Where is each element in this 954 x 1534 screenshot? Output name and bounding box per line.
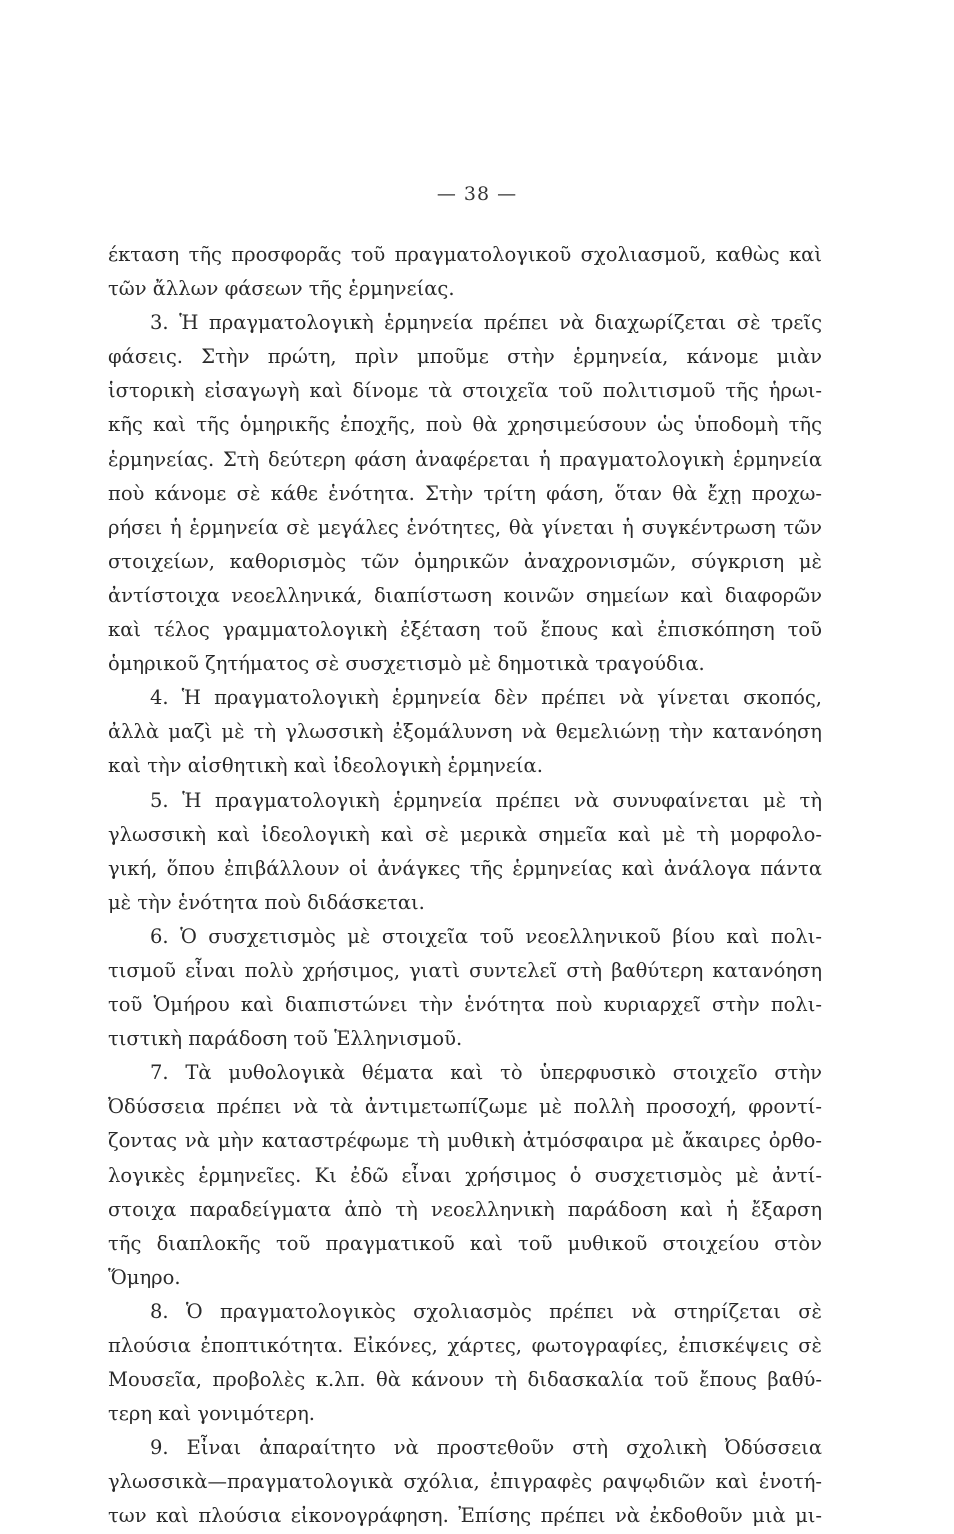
text-line: των καὶ πλούσια εἰκονογράφηση. Ἐπίσης πρέπει νὰ ἐκδοθοῦν μιὰ μι- bbox=[108, 1504, 822, 1528]
text-line: 4. Ἡ πραγματολογικὴ ἑρμηνεία δὲν πρέπει νὰ γίνεται σκοπός, bbox=[150, 686, 822, 710]
text-line: ἀλλὰ μαζὶ μὲ τὴ γλωσσικὴ ἐξομάλυνση νὰ θεμελιώνῃ τὴν κατανόηση bbox=[108, 720, 822, 744]
text-line: ἀντίστοιχα νεοελληνικά, διαπίστωση κοινῶν σημείων καὶ διαφορῶν bbox=[108, 583, 822, 607]
text-line: ἑρμηνείας. Στὴ δεύτερη φάση ἀναφέρεται ἡ πραγματολογικὴ ἑρμηνεία bbox=[108, 447, 822, 471]
text-line: τῶν ἄλλων φάσεων τῆς ἑρμηνείας. bbox=[108, 277, 455, 301]
page-number: — 38 — bbox=[436, 183, 518, 205]
text-line: Μουσεῖα, προβολὲς κ.λπ. θὰ κάνουν τὴ διδασκαλία τοῦ ἔπους βαθύ- bbox=[108, 1368, 822, 1392]
text-line: φάσεις. Στὴν πρώτη, πρὶν μποῦμε στὴν ἑρμηνεία, κάνομε μιὰν bbox=[108, 345, 822, 369]
text-line: Ὅμηρο. bbox=[108, 1265, 181, 1289]
text-line: 6. Ὁ συσχετισμὸς μὲ στοιχεῖα τοῦ νεοελληνικοῦ βίου καὶ πολι- bbox=[150, 924, 822, 948]
text-line: πλούσια ἐποπτικότητα. Εἰκόνες, χάρτες, φωτογραφίες, ἐπισκέψεις σὲ bbox=[108, 1334, 822, 1357]
text-line: 8. Ὁ πραγματολογικὸς σχολιασμὸς πρέπει νὰ στηρίζεται σὲ bbox=[150, 1299, 822, 1323]
text-line: μὲ τὴν ἑνότητα ποὺ διδάσκεται. bbox=[108, 890, 425, 914]
text-line: γλωσσικὰ—πραγματολογικὰ σχόλια, ἐπιγραφὲς ραψῳδιῶν καὶ ἑνοτή- bbox=[108, 1470, 822, 1494]
text-line: τοῦ Ὁμήρου καὶ διαπιστώνει τὴν ἑνότητα ποὺ κυριαρχεῖ στὴν πολι- bbox=[108, 993, 822, 1017]
text-line: έκταση τῆς προσφορᾶς τοῦ πραγματολογικοῦ σχολιασμοῦ, καθὼς καὶ bbox=[108, 243, 822, 266]
body-text bbox=[108, 238, 822, 1534]
text-line: ρήσει ἡ ἑρμηνεία σὲ μεγάλες ἑνότητες, θὰ γίνεται ἡ συγκέντρωση τῶν bbox=[108, 515, 822, 539]
text-line: 3. Ἡ πραγματολογικὴ ἑρμηνεία πρέπει νὰ διαχωρίζεται σὲ τρεῖς bbox=[150, 311, 822, 335]
text-line: τιστικὴ παράδοση τοῦ Ἑλληνισμοῦ. bbox=[108, 1027, 463, 1051]
text-line: καὶ τέλος γραμματολογικὴ ἐξέταση τοῦ ἔπους καὶ ἐπισκόπηση τοῦ bbox=[108, 618, 822, 642]
text-line: γλωσσικὴ καὶ ἰδεολογικὴ καὶ σὲ μερικὰ σημεῖα καὶ μὲ τὴ μορφολο- bbox=[108, 822, 822, 846]
text-line: τερη καὶ γονιμότερη. bbox=[108, 1402, 315, 1426]
text-line: 7. Τὰ μυθολογικὰ θέματα καὶ τὸ ὑπερφυσικὸ στοιχεῖο στὴν bbox=[150, 1061, 822, 1085]
text-line: 9. Εἶναι ἀπαραίτητο νὰ προστεθοῦν στὴ σχολικὴ Ὀδύσσεια bbox=[150, 1436, 822, 1460]
text-line: κῆς καὶ τῆς ὁμηρικῆς ἐποχῆς, ποὺ θὰ χρησιμεύσουν ὡς ὑποδομὴ τῆς bbox=[108, 413, 822, 437]
text-line: καὶ τὴν αἰσθητικὴ καὶ ἰδεολογικὴ ἑρμηνεία. bbox=[108, 754, 543, 778]
text-line: 5. Ἡ πραγματολογικὴ ἑρμηνεία πρέπει νὰ συνυφαίνεται μὲ τὴ bbox=[150, 788, 822, 812]
text-line: τισμοῦ εἶναι πολὺ χρήσιμος, γιατὶ συντελεῖ στὴ βαθύτερη κατανόηση bbox=[108, 958, 822, 982]
text-line: ποὺ κάνομε σὲ κάθε ἑνότητα. Στὴν τρίτη φάση, ὅταν θὰ ἔχῃ προχω- bbox=[108, 481, 822, 505]
text-line: ζοντας νὰ μὴν καταστρέφωμε τὴ μυθικὴ ἀτμόσφαιρα μὲ ἄκαιρες ὀρθο- bbox=[108, 1129, 822, 1153]
text-line: Ὀδύσσεια πρέπει νὰ τὰ ἀντιμετωπίζωμε μὲ πολλὴ προσοχή, φροντί- bbox=[108, 1095, 822, 1119]
text-line: ὁμηρικοῦ ζητήματος σὲ συσχετισμὸ μὲ δημοτικὰ τραγούδια. bbox=[108, 652, 705, 676]
text-line: τῆς διαπλοκῆς τοῦ πραγματικοῦ καὶ τοῦ μυθικοῦ στοιχείου στὸν bbox=[108, 1231, 822, 1255]
text-line: ἱστορικὴ εἰσαγωγὴ καὶ δίνομε τὰ στοιχεῖα τοῦ πολιτισμοῦ τῆς ἡρωι- bbox=[108, 379, 822, 403]
text-line: λογικὲς ἑρμηνεῖες. Κι ἐδῶ εἶναι χρήσιμος ὁ συσχετισμὸς μὲ ἀντί- bbox=[108, 1163, 822, 1187]
text-line: στοιχα παραδείγματα ἀπὸ τὴ νεοελληνικὴ παράδοση καὶ ἡ ἔξαρση bbox=[108, 1197, 822, 1221]
text-line: γική, ὅπου ἐπιβάλλουν οἱ ἀνάγκες τῆς ἑρμηνείας καὶ ἀνάλογα πάντα bbox=[108, 856, 822, 880]
text-line: στοιχείων, καθορισμὸς τῶν ὁμηρικῶν ἀναχρονισμῶν, σύγκριση μὲ bbox=[108, 549, 822, 573]
